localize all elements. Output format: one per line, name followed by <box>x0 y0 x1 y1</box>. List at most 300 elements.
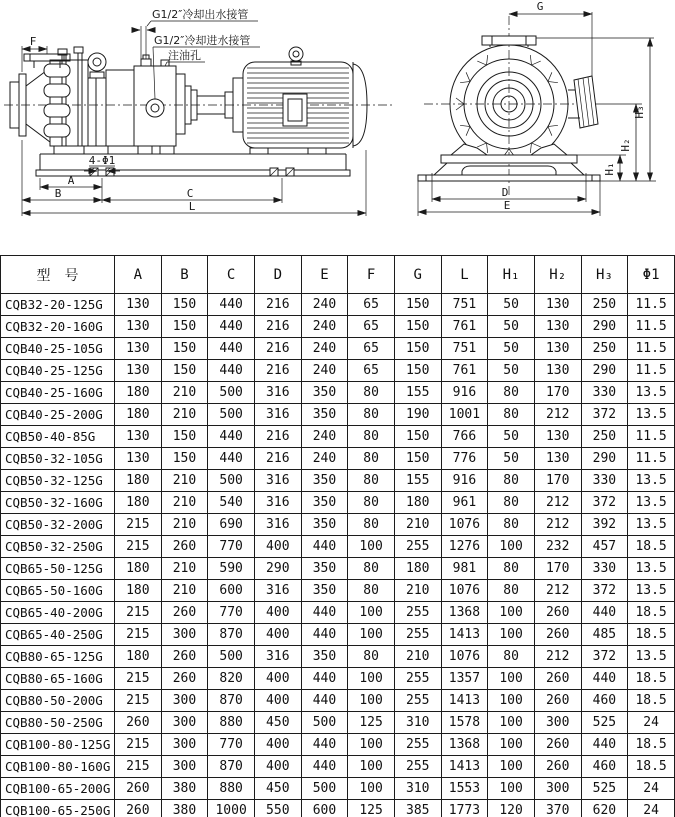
value-cell: 215 <box>115 756 162 778</box>
dimension-table <box>0 255 675 817</box>
table-row <box>1 514 675 536</box>
value-cell: 130 <box>534 316 581 338</box>
value-cell: 255 <box>394 734 441 756</box>
dim-label-H2: H₂ <box>619 138 632 152</box>
dim-header-cell: G <box>394 256 441 294</box>
dim-header-cell: B <box>161 256 208 294</box>
model-cell: CQB50-32-105G <box>1 448 115 470</box>
value-cell: 100 <box>348 778 395 800</box>
value-cell: 180 <box>394 492 441 514</box>
value-cell: 260 <box>115 712 162 734</box>
value-cell: 130 <box>534 426 581 448</box>
value-cell: 240 <box>301 426 348 448</box>
value-cell: 600 <box>208 580 255 602</box>
value-cell: 232 <box>534 536 581 558</box>
dim-header-cell: D <box>254 256 301 294</box>
value-cell: 400 <box>254 668 301 690</box>
value-cell: 80 <box>348 580 395 602</box>
value-cell: 180 <box>115 382 162 404</box>
value-cell: 100 <box>488 602 535 624</box>
value-cell: 385 <box>394 800 441 817</box>
value-cell: 440 <box>581 602 628 624</box>
value-cell: 240 <box>301 316 348 338</box>
value-cell: 400 <box>254 536 301 558</box>
value-cell: 300 <box>534 712 581 734</box>
table-row <box>1 448 675 470</box>
value-cell: 350 <box>301 558 348 580</box>
value-cell: 440 <box>301 756 348 778</box>
value-cell: 1413 <box>441 756 488 778</box>
model-cell: CQB50-32-250G <box>1 536 115 558</box>
value-cell: 1001 <box>441 404 488 426</box>
value-cell: 255 <box>394 690 441 712</box>
value-cell: 1413 <box>441 624 488 646</box>
magnetic-drive-housing <box>134 55 185 154</box>
value-cell: 255 <box>394 756 441 778</box>
value-cell: 372 <box>581 580 628 602</box>
table-row <box>1 712 675 734</box>
value-cell: 260 <box>534 756 581 778</box>
model-cell: CQB80-65-160G <box>1 668 115 690</box>
value-cell: 130 <box>534 294 581 316</box>
model-cell: CQB65-40-200G <box>1 602 115 624</box>
value-cell: 155 <box>394 382 441 404</box>
value-cell: 1076 <box>441 580 488 602</box>
value-cell: 180 <box>115 558 162 580</box>
table-row <box>1 536 675 558</box>
value-cell: 500 <box>301 712 348 734</box>
table-row <box>1 558 675 580</box>
value-cell: 65 <box>348 316 395 338</box>
model-cell: CQB65-40-250G <box>1 624 115 646</box>
value-cell: 150 <box>161 316 208 338</box>
value-cell: 125 <box>348 800 395 817</box>
value-cell: 1276 <box>441 536 488 558</box>
value-cell: 372 <box>581 646 628 668</box>
value-cell: 210 <box>161 492 208 514</box>
value-cell: 350 <box>301 580 348 602</box>
value-cell: 150 <box>161 426 208 448</box>
value-cell: 316 <box>254 470 301 492</box>
value-cell: 11.5 <box>628 426 675 448</box>
table-row <box>1 602 675 624</box>
value-cell: 300 <box>161 690 208 712</box>
value-cell: 400 <box>254 734 301 756</box>
value-cell: 150 <box>394 448 441 470</box>
value-cell: 50 <box>488 338 535 360</box>
value-cell: 290 <box>581 316 628 338</box>
value-cell: 210 <box>161 470 208 492</box>
value-cell: 100 <box>348 756 395 778</box>
value-cell: 216 <box>254 360 301 382</box>
value-cell: 525 <box>581 778 628 800</box>
pump-outline-drawing <box>0 0 675 255</box>
value-cell: 150 <box>394 338 441 360</box>
value-cell: 210 <box>161 404 208 426</box>
value-cell: 80 <box>488 558 535 580</box>
pump-casing <box>44 47 88 154</box>
value-cell: 150 <box>161 338 208 360</box>
model-cell: CQB100-80-160G <box>1 756 115 778</box>
value-cell: 215 <box>115 690 162 712</box>
value-cell: 380 <box>161 800 208 817</box>
front-side-flange <box>568 76 598 128</box>
value-cell: 1578 <box>441 712 488 734</box>
header-row <box>1 256 675 294</box>
value-cell: 250 <box>581 294 628 316</box>
value-cell: 170 <box>534 382 581 404</box>
table-row <box>1 294 675 316</box>
dim-label-G: G <box>536 0 544 13</box>
model-cell: CQB40-25-160G <box>1 382 115 404</box>
model-cell: CQB40-25-200G <box>1 404 115 426</box>
lifting-eyebolt-motor <box>289 47 303 61</box>
value-cell: 260 <box>534 668 581 690</box>
value-cell: 457 <box>581 536 628 558</box>
dim-label-A: A <box>67 174 75 187</box>
value-cell: 100 <box>348 668 395 690</box>
value-cell: 180 <box>115 646 162 668</box>
value-cell: 100 <box>348 536 395 558</box>
value-cell: 80 <box>348 492 395 514</box>
value-cell: 80 <box>348 514 395 536</box>
model-cell: CQB100-80-125G <box>1 734 115 756</box>
model-cell: CQB100-65-200G <box>1 778 115 800</box>
value-cell: 260 <box>161 668 208 690</box>
dim-label-H3: H₃ <box>633 105 646 119</box>
table-row <box>1 756 675 778</box>
value-cell: 440 <box>581 734 628 756</box>
value-cell: 13.5 <box>628 382 675 404</box>
value-cell: 300 <box>161 734 208 756</box>
value-cell: 350 <box>301 470 348 492</box>
value-cell: 100 <box>488 690 535 712</box>
value-cell: 150 <box>394 316 441 338</box>
table-row <box>1 316 675 338</box>
value-cell: 600 <box>301 800 348 817</box>
value-cell: 450 <box>254 712 301 734</box>
value-cell: 215 <box>115 668 162 690</box>
dim-header-cell: F <box>348 256 395 294</box>
value-cell: 870 <box>208 690 255 712</box>
lantern-adapter <box>106 70 134 146</box>
value-cell: 18.5 <box>628 734 675 756</box>
value-cell: 210 <box>161 382 208 404</box>
dim-header-cell: C <box>208 256 255 294</box>
value-cell: 212 <box>534 646 581 668</box>
value-cell: 690 <box>208 514 255 536</box>
value-cell: 240 <box>301 360 348 382</box>
value-cell: 770 <box>208 734 255 756</box>
dim-header-cell: H₃ <box>581 256 628 294</box>
value-cell: 380 <box>161 778 208 800</box>
value-cell: 316 <box>254 492 301 514</box>
model-cell: CQB80-50-200G <box>1 690 115 712</box>
value-cell: 255 <box>394 536 441 558</box>
value-cell: 1076 <box>441 514 488 536</box>
value-cell: 260 <box>161 646 208 668</box>
value-cell: 13.5 <box>628 404 675 426</box>
value-cell: 260 <box>534 602 581 624</box>
value-cell: 212 <box>534 514 581 536</box>
value-cell: 215 <box>115 734 162 756</box>
value-cell: 80 <box>348 470 395 492</box>
value-cell: 100 <box>488 536 535 558</box>
value-cell: 316 <box>254 382 301 404</box>
value-cell: 770 <box>208 602 255 624</box>
value-cell: 300 <box>534 778 581 800</box>
table-row <box>1 426 675 448</box>
value-cell: 80 <box>348 426 395 448</box>
value-cell: 450 <box>254 778 301 800</box>
value-cell: 215 <box>115 602 162 624</box>
table-row <box>1 492 675 514</box>
value-cell: 100 <box>348 624 395 646</box>
value-cell: 776 <box>441 448 488 470</box>
value-cell: 65 <box>348 338 395 360</box>
value-cell: 350 <box>301 514 348 536</box>
table-row <box>1 404 675 426</box>
value-cell: 13.5 <box>628 558 675 580</box>
value-cell: 18.5 <box>628 756 675 778</box>
value-cell: 180 <box>394 558 441 580</box>
value-cell: 24 <box>628 778 675 800</box>
value-cell: 525 <box>581 712 628 734</box>
value-cell: 50 <box>488 448 535 470</box>
value-cell: 440 <box>208 294 255 316</box>
model-cell: CQB65-50-160G <box>1 580 115 602</box>
value-cell: 440 <box>581 668 628 690</box>
value-cell: 100 <box>488 712 535 734</box>
value-cell: 210 <box>394 646 441 668</box>
value-cell: 11.5 <box>628 316 675 338</box>
value-cell: 130 <box>115 360 162 382</box>
dim-header-cell: E <box>301 256 348 294</box>
cooling-outlet-callout: G1/2″冷却出水接管 <box>152 8 249 21</box>
value-cell: 250 <box>581 338 628 360</box>
cooling-inlet-callout: G1/2″冷却进水接管 <box>154 34 251 47</box>
value-cell: 255 <box>394 602 441 624</box>
dim-label-L: L <box>188 200 196 213</box>
value-cell: 500 <box>301 778 348 800</box>
value-cell: 180 <box>115 470 162 492</box>
value-cell: 255 <box>394 668 441 690</box>
value-cell: 216 <box>254 316 301 338</box>
value-cell: 870 <box>208 624 255 646</box>
value-cell: 18.5 <box>628 536 675 558</box>
value-cell: 350 <box>301 646 348 668</box>
value-cell: 1076 <box>441 646 488 668</box>
pump-drawing-svg <box>0 0 675 255</box>
value-cell: 440 <box>208 316 255 338</box>
value-cell: 150 <box>394 360 441 382</box>
value-cell: 460 <box>581 756 628 778</box>
value-cell: 440 <box>301 734 348 756</box>
value-cell: 500 <box>208 382 255 404</box>
dim-label-C: C <box>186 187 194 200</box>
value-cell: 65 <box>348 294 395 316</box>
model-cell: CQB50-32-125G <box>1 470 115 492</box>
dim-header-cell: H₁ <box>488 256 535 294</box>
value-cell: 130 <box>534 338 581 360</box>
model-cell: CQB65-50-125G <box>1 558 115 580</box>
value-cell: 440 <box>301 690 348 712</box>
value-cell: 216 <box>254 294 301 316</box>
value-cell: 751 <box>441 294 488 316</box>
value-cell: 80 <box>348 558 395 580</box>
value-cell: 550 <box>254 800 301 817</box>
value-cell: 440 <box>208 360 255 382</box>
dim-label-B: B <box>54 187 62 200</box>
value-cell: 260 <box>161 536 208 558</box>
value-cell: 350 <box>301 404 348 426</box>
value-cell: 190 <box>394 404 441 426</box>
lifting-eyebolt-pump <box>88 53 106 71</box>
value-cell: 50 <box>488 316 535 338</box>
value-cell: 330 <box>581 558 628 580</box>
value-cell: 11.5 <box>628 294 675 316</box>
value-cell: 212 <box>534 492 581 514</box>
value-cell: 290 <box>581 360 628 382</box>
value-cell: 130 <box>115 448 162 470</box>
value-cell: 11.5 <box>628 360 675 382</box>
value-cell: 100 <box>488 778 535 800</box>
front-top-flange <box>482 36 536 47</box>
value-cell: 500 <box>208 404 255 426</box>
value-cell: 216 <box>254 338 301 360</box>
value-cell: 100 <box>488 734 535 756</box>
value-cell: 1553 <box>441 778 488 800</box>
value-cell: 130 <box>115 316 162 338</box>
table-row <box>1 580 675 602</box>
model-cell: CQB100-65-250G <box>1 800 115 817</box>
model-cell: CQB40-25-105G <box>1 338 115 360</box>
value-cell: 13.5 <box>628 646 675 668</box>
value-cell: 80 <box>488 646 535 668</box>
value-cell: 100 <box>488 668 535 690</box>
value-cell: 210 <box>394 514 441 536</box>
value-cell: 11.5 <box>628 338 675 360</box>
value-cell: 916 <box>441 470 488 492</box>
value-cell: 215 <box>115 514 162 536</box>
value-cell: 130 <box>115 426 162 448</box>
value-cell: 50 <box>488 360 535 382</box>
value-cell: 80 <box>488 514 535 536</box>
value-cell: 540 <box>208 492 255 514</box>
value-cell: 215 <box>115 536 162 558</box>
value-cell: 370 <box>534 800 581 817</box>
value-cell: 316 <box>254 404 301 426</box>
value-cell: 870 <box>208 756 255 778</box>
value-cell: 150 <box>394 294 441 316</box>
value-cell: 310 <box>394 778 441 800</box>
value-cell: 212 <box>534 404 581 426</box>
value-cell: 18.5 <box>628 690 675 712</box>
value-cell: 50 <box>488 294 535 316</box>
value-cell: 240 <box>301 448 348 470</box>
value-cell: 880 <box>208 778 255 800</box>
table-row <box>1 690 675 712</box>
value-cell: 130 <box>115 338 162 360</box>
value-cell: 120 <box>488 800 535 817</box>
value-cell: 24 <box>628 712 675 734</box>
front-view-dimensions <box>418 12 656 216</box>
model-header-cell: 型 号 <box>1 256 115 294</box>
table-row <box>1 338 675 360</box>
value-cell: 212 <box>534 580 581 602</box>
value-cell: 620 <box>581 800 628 817</box>
table-row <box>1 360 675 382</box>
side-view-dimensions <box>22 46 366 216</box>
value-cell: 316 <box>254 580 301 602</box>
model-cell: CQB80-50-250G <box>1 712 115 734</box>
value-cell: 18.5 <box>628 624 675 646</box>
value-cell: 440 <box>301 624 348 646</box>
value-cell: 350 <box>301 382 348 404</box>
value-cell: 1000 <box>208 800 255 817</box>
value-cell: 80 <box>348 382 395 404</box>
value-cell: 50 <box>488 426 535 448</box>
value-cell: 210 <box>161 580 208 602</box>
value-cell: 80 <box>488 470 535 492</box>
model-cell: CQB32-20-160G <box>1 316 115 338</box>
value-cell: 80 <box>488 382 535 404</box>
table-row <box>1 800 675 817</box>
value-cell: 255 <box>394 624 441 646</box>
table-row <box>1 646 675 668</box>
dim-header-cell: L <box>441 256 488 294</box>
dim-label-F: F <box>29 35 37 48</box>
value-cell: 880 <box>208 712 255 734</box>
value-cell: 916 <box>441 382 488 404</box>
value-cell: 400 <box>254 624 301 646</box>
value-cell: 440 <box>301 668 348 690</box>
value-cell: 150 <box>161 294 208 316</box>
value-cell: 13.5 <box>628 514 675 536</box>
value-cell: 820 <box>208 668 255 690</box>
value-cell: 125 <box>348 712 395 734</box>
pump-side-view <box>4 7 392 216</box>
value-cell: 100 <box>348 690 395 712</box>
value-cell: 80 <box>348 448 395 470</box>
dim-header-cell: Φ1 <box>628 256 675 294</box>
value-cell: 130 <box>534 448 581 470</box>
value-cell: 150 <box>161 360 208 382</box>
value-cell: 260 <box>534 624 581 646</box>
value-cell: 216 <box>254 448 301 470</box>
value-cell: 260 <box>115 778 162 800</box>
value-cell: 13.5 <box>628 580 675 602</box>
value-cell: 18.5 <box>628 668 675 690</box>
value-cell: 100 <box>348 734 395 756</box>
bearing-bracket <box>84 72 108 154</box>
value-cell: 981 <box>441 558 488 580</box>
value-cell: 180 <box>115 492 162 514</box>
value-cell: 130 <box>534 360 581 382</box>
value-cell: 500 <box>208 470 255 492</box>
value-cell: 150 <box>161 448 208 470</box>
table-row <box>1 470 675 492</box>
value-cell: 316 <box>254 514 301 536</box>
dim-header-cell: A <box>115 256 162 294</box>
model-cell: CQB32-20-125G <box>1 294 115 316</box>
value-cell: 300 <box>161 756 208 778</box>
value-cell: 440 <box>301 602 348 624</box>
value-cell: 300 <box>161 624 208 646</box>
value-cell: 1357 <box>441 668 488 690</box>
value-cell: 240 <box>301 338 348 360</box>
dim-label-D: D <box>501 186 509 199</box>
